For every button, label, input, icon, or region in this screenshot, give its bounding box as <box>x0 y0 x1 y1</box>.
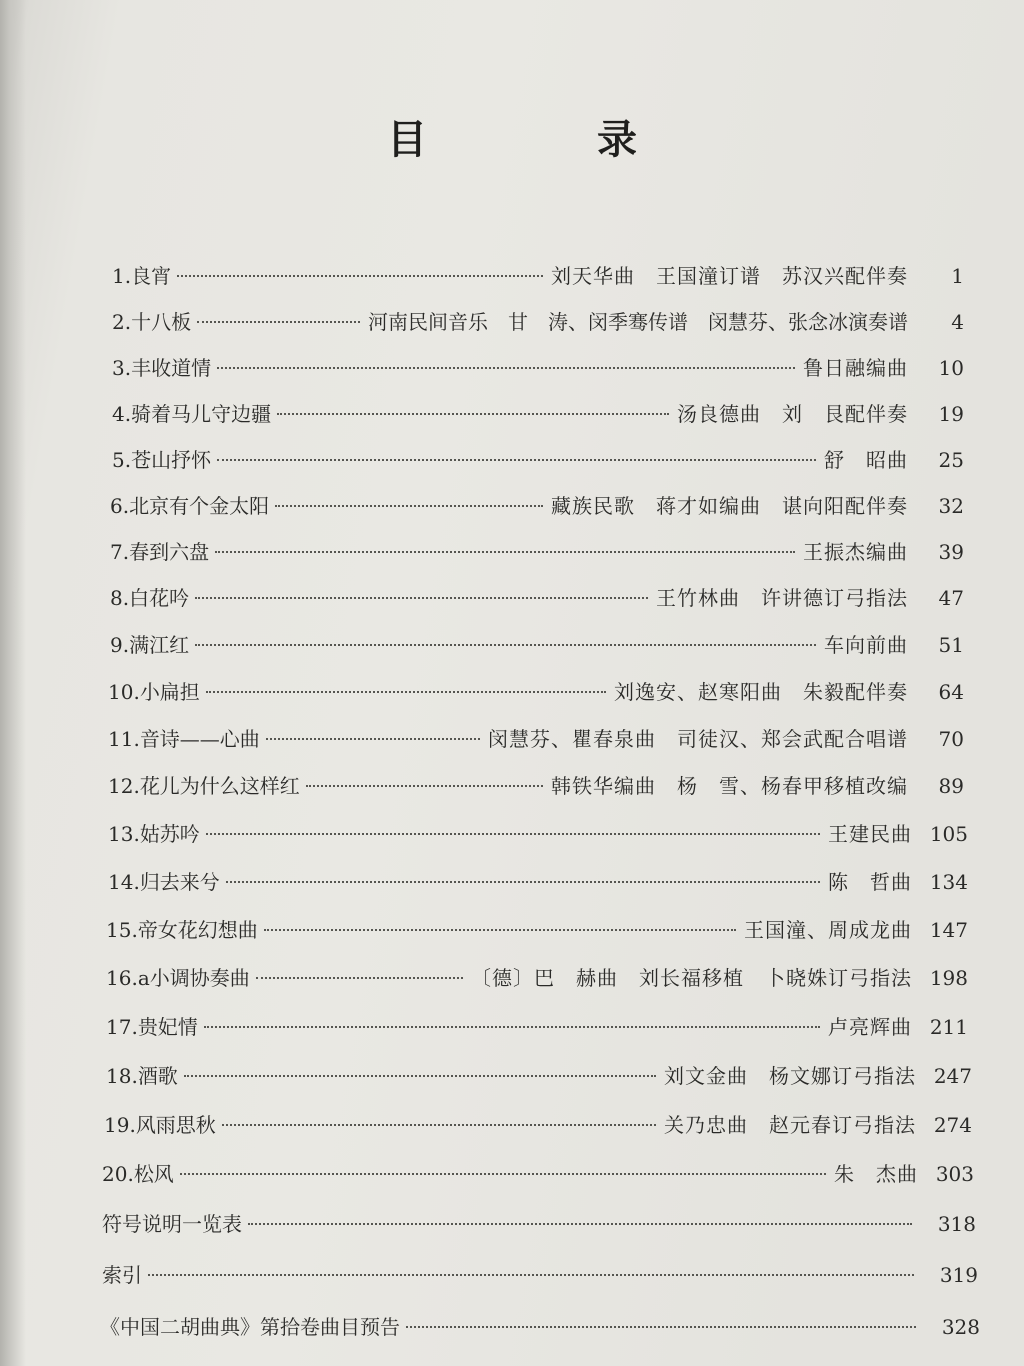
entry-credit: 刘逸安、赵寒阳曲 朱毅配伴奏 <box>614 680 908 704</box>
entry-title: 《中国二胡曲典》第拾卷曲目预告 <box>100 1315 400 1339</box>
toc-entry-19 <box>104 1111 972 1139</box>
dot-leader <box>264 928 736 931</box>
entry-title: 白花吟 <box>129 586 190 610</box>
toc-entry-10 <box>108 678 964 706</box>
entry-credit: 王竹林曲 许讲德订弓指法 <box>656 586 908 610</box>
toc-entry-11 <box>108 725 964 753</box>
toc-entry-17 <box>106 1013 968 1041</box>
entry-credit: 藏族民歌 蒋才如编曲 谌向阳配伴奏 <box>551 494 908 518</box>
dot-leader <box>177 274 543 277</box>
entry-credit: 王国潼、周成龙曲 <box>744 918 912 942</box>
entry-page: 19 <box>938 402 964 426</box>
dot-leader <box>195 596 648 599</box>
entry-page: 32 <box>938 494 964 518</box>
entry-title: 苍山抒怀 <box>131 448 212 472</box>
entry-credit: 韩铁华编曲 杨 雪、杨春甲移植改编 <box>551 774 908 798</box>
entry-number: 4. <box>112 402 132 426</box>
entry-title: 骑着马儿守边疆 <box>131 402 272 426</box>
toc-entry-2 <box>112 308 964 336</box>
entry-number: 11. <box>108 727 140 751</box>
entry-page: 70 <box>938 727 964 751</box>
entry-credit: 河南民间音乐 甘 涛、闵季骞传谱 闵慧芬、张念冰演奏谱 <box>368 310 908 334</box>
toc-entry-symbols <box>102 1210 976 1238</box>
entry-number: 20. <box>102 1162 134 1186</box>
entry-credit: 卢亮辉曲 <box>828 1015 912 1039</box>
entry-credit: 王建民曲 <box>828 822 912 846</box>
dot-leader <box>215 550 795 553</box>
toc-entry-18 <box>106 1062 972 1090</box>
entry-title: 小扁担 <box>139 680 200 704</box>
entry-page: 247 <box>933 1064 972 1088</box>
dot-leader <box>204 1025 820 1028</box>
toc-entry-3 <box>112 354 964 382</box>
dot-leader <box>197 320 360 323</box>
entry-number: 17. <box>106 1015 138 1039</box>
dot-leader <box>277 412 669 415</box>
toc-entry-15 <box>106 916 968 944</box>
dot-leader <box>148 1273 914 1276</box>
entry-number: 5. <box>112 448 132 472</box>
entry-page: 39 <box>938 540 964 564</box>
entry-title: 符号说明一览表 <box>102 1212 242 1236</box>
dot-leader <box>226 880 820 883</box>
entry-credit: 刘文金曲 杨文娜订弓指法 <box>664 1064 916 1088</box>
toc-entry-12 <box>108 772 964 800</box>
entry-title: 归去来兮 <box>139 870 220 894</box>
toc-entry-13 <box>108 820 968 848</box>
dot-leader <box>195 643 816 646</box>
entry-number: 8. <box>110 586 130 610</box>
entry-page: 1 <box>951 264 964 288</box>
toc-entry-4 <box>112 400 964 428</box>
entry-page: 319 <box>939 1263 978 1287</box>
entry-credit: 朱 杰曲 <box>834 1162 918 1186</box>
entry-number: 7. <box>110 540 130 564</box>
dot-leader <box>256 976 463 979</box>
entry-page: 147 <box>929 918 968 942</box>
toc-entry-20 <box>102 1160 974 1188</box>
entry-title: 花儿为什么这样红 <box>139 774 300 798</box>
entry-title: 春到六盘 <box>129 540 210 564</box>
toc-entry-5 <box>112 446 964 474</box>
entry-page: 89 <box>938 774 964 798</box>
dot-leader <box>275 504 543 507</box>
entry-title: 索引 <box>102 1263 142 1287</box>
entry-number: 15. <box>106 918 138 942</box>
entry-credit: 关乃忠曲 赵元春订弓指法 <box>664 1113 916 1137</box>
entry-page: 10 <box>938 356 964 380</box>
entry-page: 47 <box>938 586 964 610</box>
entry-credit: 刘天华曲 王国潼订谱 苏汉兴配伴奏 <box>551 264 908 288</box>
entry-title: 满江红 <box>129 633 190 657</box>
entry-number: 9. <box>110 633 130 657</box>
entry-number: 16. <box>106 966 138 990</box>
entry-page: 51 <box>938 633 964 657</box>
entry-title: a小调协奏曲 <box>137 966 250 990</box>
entry-title: 风雨思秋 <box>135 1113 216 1137</box>
entry-number: 12. <box>108 774 140 798</box>
entry-number: 3. <box>112 356 132 380</box>
entry-number: 2. <box>112 310 132 334</box>
entry-credit: 汤良德曲 刘 艮配伴奏 <box>677 402 908 426</box>
dot-leader <box>217 366 795 369</box>
toc-entry-7 <box>110 538 964 566</box>
dot-leader <box>206 832 820 835</box>
entry-credit: 鲁日融编曲 <box>803 356 908 380</box>
toc-entry-index <box>102 1261 978 1289</box>
entry-page: 303 <box>935 1162 974 1186</box>
dot-leader <box>206 690 606 693</box>
entry-number: 14. <box>108 870 140 894</box>
entry-title: 帝女花幻想曲 <box>137 918 258 942</box>
entry-page: 198 <box>929 966 968 990</box>
entry-page: 211 <box>929 1015 968 1039</box>
toc-entry-14 <box>108 868 968 896</box>
entry-credit: 〔德〕巴 赫曲 刘长福移植 卜晓姝订弓指法 <box>471 966 912 990</box>
entry-number: 13. <box>108 822 140 846</box>
entry-credit: 王振杰编曲 <box>803 540 908 564</box>
entry-credit: 舒 昭曲 <box>824 448 908 472</box>
entry-title: 酒歌 <box>137 1064 178 1088</box>
entry-page: 318 <box>937 1212 976 1236</box>
entry-number: 10. <box>108 680 140 704</box>
dot-leader <box>266 737 480 740</box>
dot-leader <box>248 1222 912 1225</box>
entry-title: 丰收道情 <box>131 356 212 380</box>
dot-leader <box>217 458 816 461</box>
toc-entry-16 <box>106 964 968 992</box>
entry-title: 良宵 <box>131 264 172 288</box>
entry-page: 274 <box>933 1113 972 1137</box>
entry-title: 音诗——心曲 <box>139 727 260 751</box>
entry-credit: 陈 哲曲 <box>828 870 912 894</box>
dot-leader <box>222 1123 656 1126</box>
entry-page: 25 <box>938 448 964 472</box>
toc-entry-8 <box>110 584 964 612</box>
toc-entry-6 <box>110 492 964 520</box>
entry-page: 4 <box>951 310 964 334</box>
entry-page: 64 <box>938 680 964 704</box>
entry-title: 北京有个金太阳 <box>129 494 270 518</box>
dot-leader <box>184 1074 656 1077</box>
dot-leader <box>180 1172 826 1175</box>
entry-title: 贵妃情 <box>137 1015 198 1039</box>
entry-number: 18. <box>106 1064 138 1088</box>
dot-leader <box>406 1325 916 1328</box>
page-title: 目 录 <box>387 116 715 163</box>
toc-entry-9 <box>110 631 964 659</box>
entry-page: 328 <box>941 1315 980 1339</box>
entry-page: 134 <box>929 870 968 894</box>
toc-entry-preview <box>100 1313 980 1341</box>
entry-number: 6. <box>110 494 130 518</box>
entry-credit: 车向前曲 <box>824 633 908 657</box>
entry-number: 19. <box>104 1113 136 1137</box>
entry-title: 十八板 <box>131 310 192 334</box>
entry-number: 1. <box>112 264 132 288</box>
entry-title: 松风 <box>133 1162 174 1186</box>
dot-leader <box>306 784 543 787</box>
entry-title: 姑苏吟 <box>139 822 200 846</box>
entry-page: 105 <box>929 822 968 846</box>
entry-credit: 闵慧芬、瞿春泉曲 司徒汉、郑会武配合唱谱 <box>488 727 908 751</box>
toc-entry-1 <box>112 262 964 290</box>
